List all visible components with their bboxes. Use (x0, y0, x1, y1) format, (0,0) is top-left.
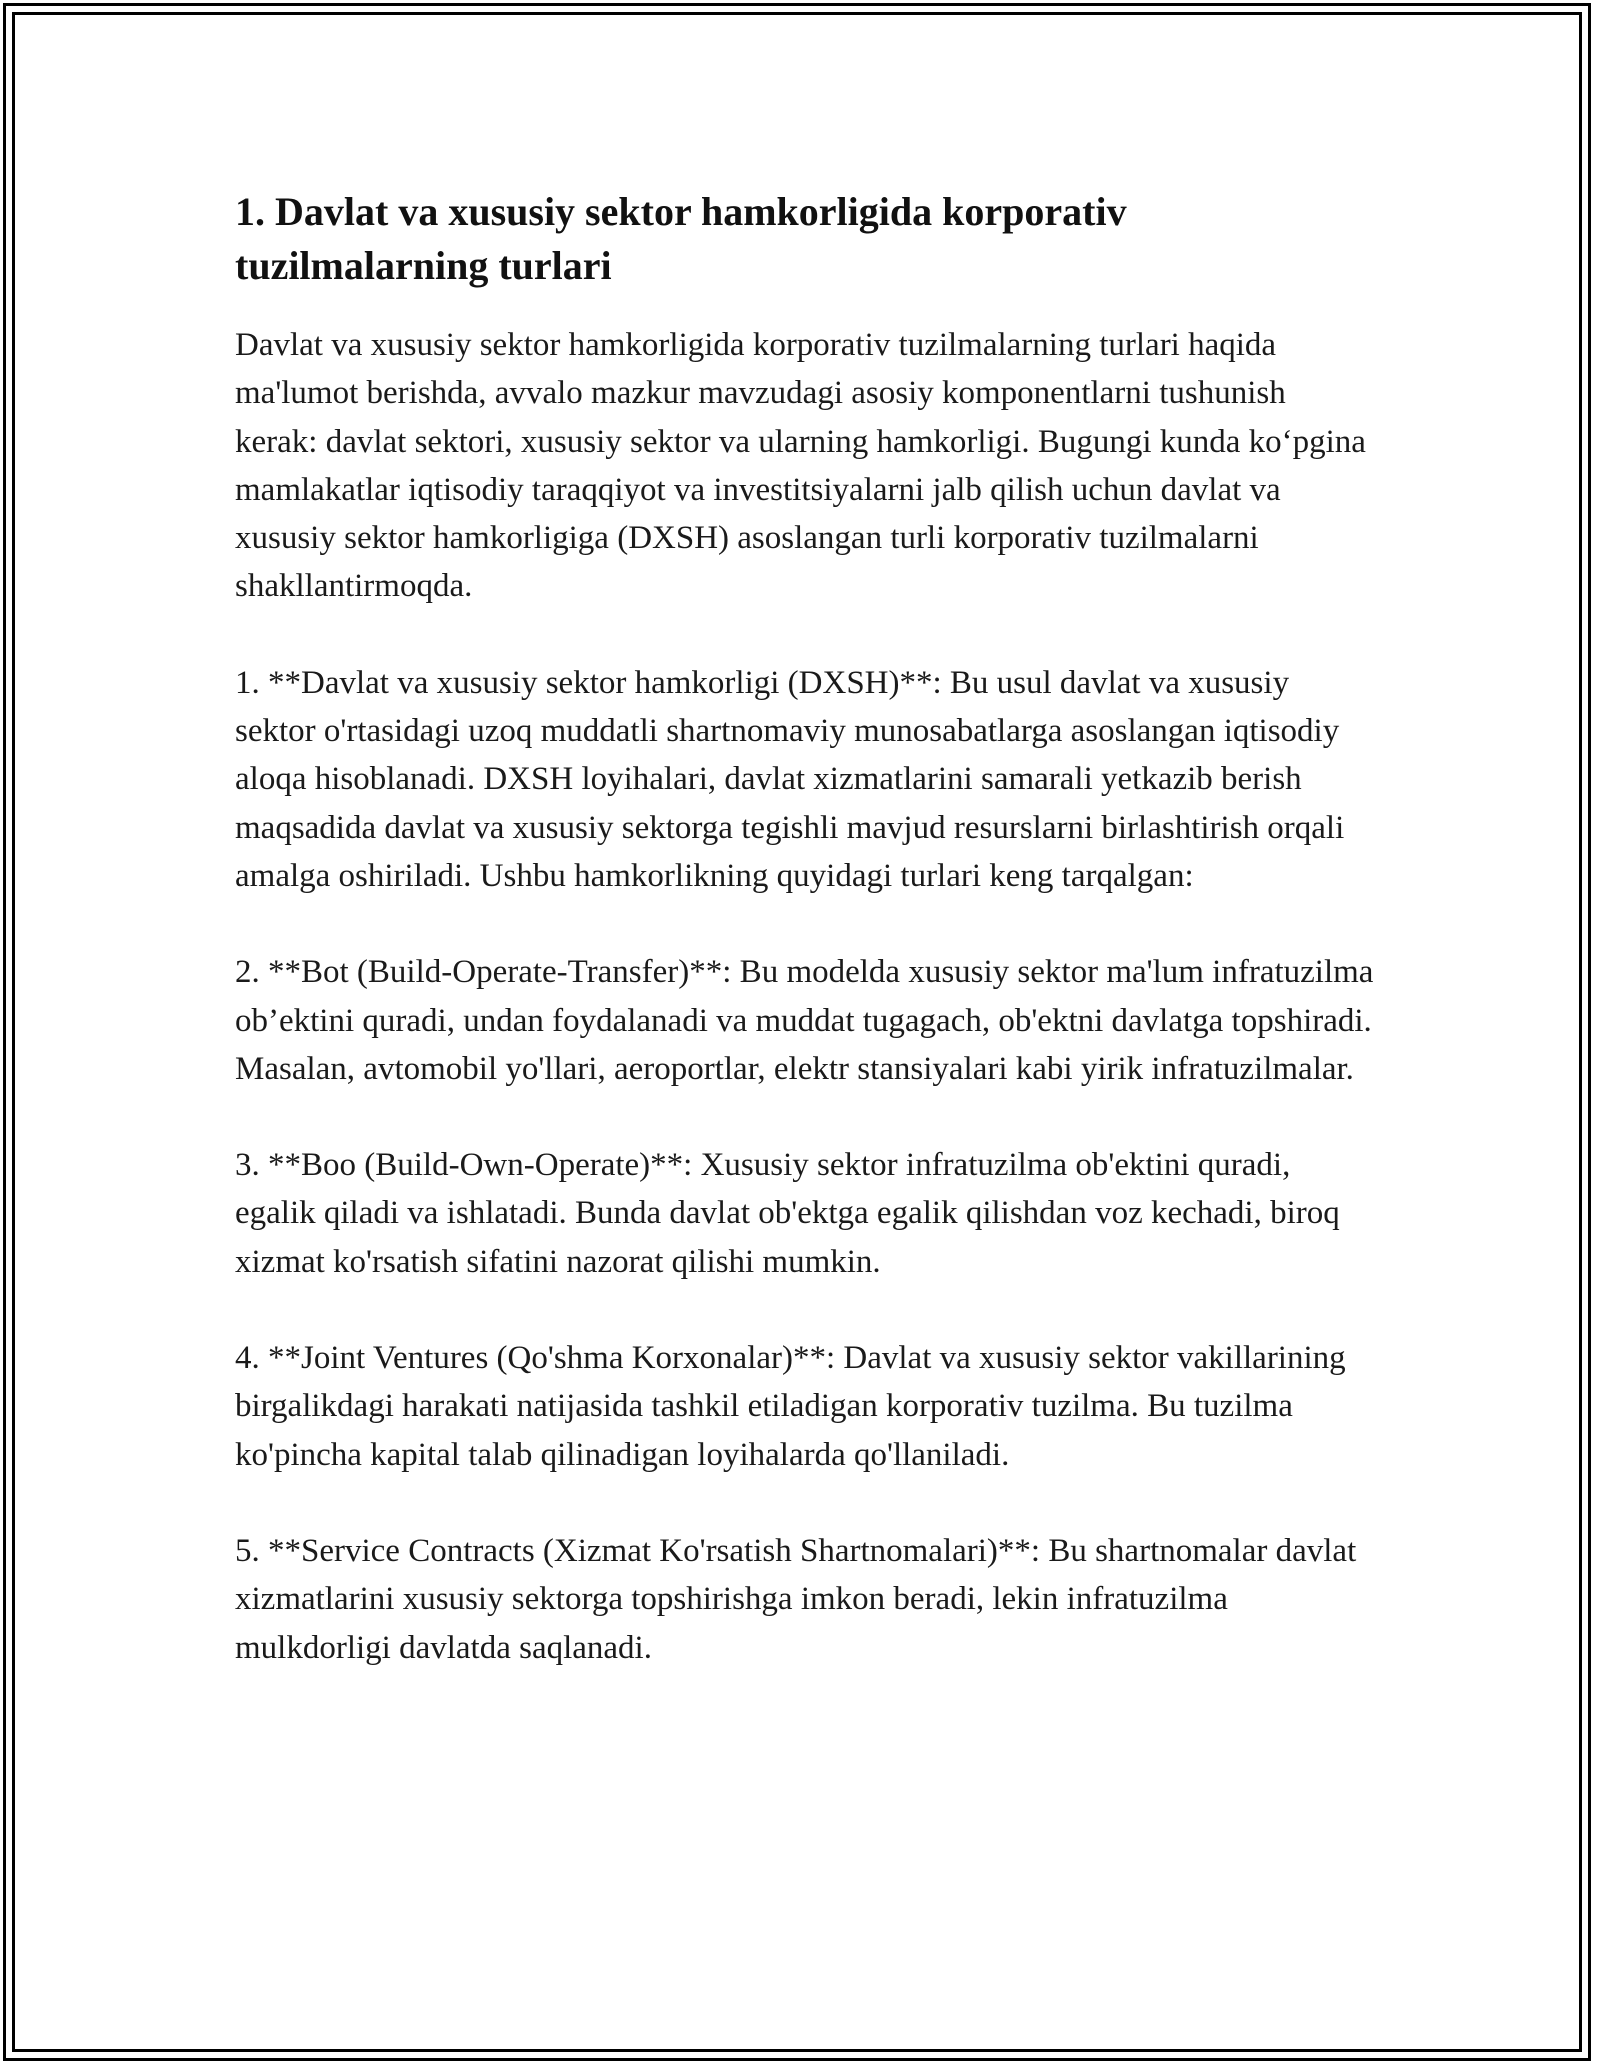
list-item-dxsh: 1. **Davlat va xususiy sektor hamkorligi (DXSH)**: Bu usul davlat va xususiy sektor o'rtasidagi uzoq muddatli shartnomaviy munosabatlarga asoslangan iqtisodiy aloqa hisoblanadi. DXSH loyihalari, davlat xizmatlarini samarali yetkazib berish maqsadida davlat va xususiy sektorga tegishli mavjud resurslarni birlashtirish orqali amalga oshiriladi. Ushbu hamkorlikning quyidagi turlari keng tarqalgan: (235, 664, 1345, 894)
list-item-service-contracts: 5. **Service Contracts (Xizmat Ko'rsatish Shartnomalari)**: Bu shartnomalar davlat xizmatlarini xususiy sektorga topshirishga imkon beradi, lekin infratuzilma mulkdorligi davlatda saqlanadi. (235, 1532, 1357, 1666)
intro-paragraph: Davlat va xususiy sektor hamkorligida korporativ tuzilmalarning turlari haqida ma'lumot berishda, avvalo mazkur mavzudagi asosiy komponentlarni tushunish kerak: davlat sektori, xususiy sektor va ularning hamkorligi. Bugungi kunda ko‘pgina mamlakatlar iqtisodiy taraqqiyot va investitsiyalarni jalb qilish uchun davlat va xususiy sektor hamkorligiga (DXSH) asoslangan turli korporativ tuzilmalarni shakllantirmoqda. (235, 327, 1366, 605)
list-item-boo: 3. **Boo (Build-Own-Operate)**: Xususiy sektor infratuzilma ob'ektini quradi, egalik qiladi va ishlatadi. Bunda davlat ob'ektga egalik qilishdan voz kechadi, biroq xizmat ko'rsatish sifatini nazorat qilishi mumkin. (235, 1147, 1340, 1280)
document-body (235, 185, 1375, 1672)
list-item-bot: 2. **Bot (Build-Operate-Transfer)**: Bu modelda xususiy sektor ma'lum infratuzilma ob’ektini quradi, undan foydalanadi va muddat tugagach, ob'ektni davlatga topshiradi. Masalan, avtomobil yo'llari, aeroportlar, elektr stansiyalari kabi yirik infratuzilmalar. (235, 954, 1374, 1087)
list-item-joint-ventures: 4. **Joint Ventures (Qo'shma Korxonalar)**: Davlat va xususiy sektor vakillarining birgalikdagi harakati natijasida tashkil etiladigan korporativ tuzilma. Bu tuzilma ko'pincha kapital talab qilinadigan loyihalarda qo'llaniladi. (235, 1340, 1346, 1473)
section-heading: 1. Davlat va xususiy sektor hamkorligida korporativ tuzilmalarning turlari (235, 189, 1127, 288)
